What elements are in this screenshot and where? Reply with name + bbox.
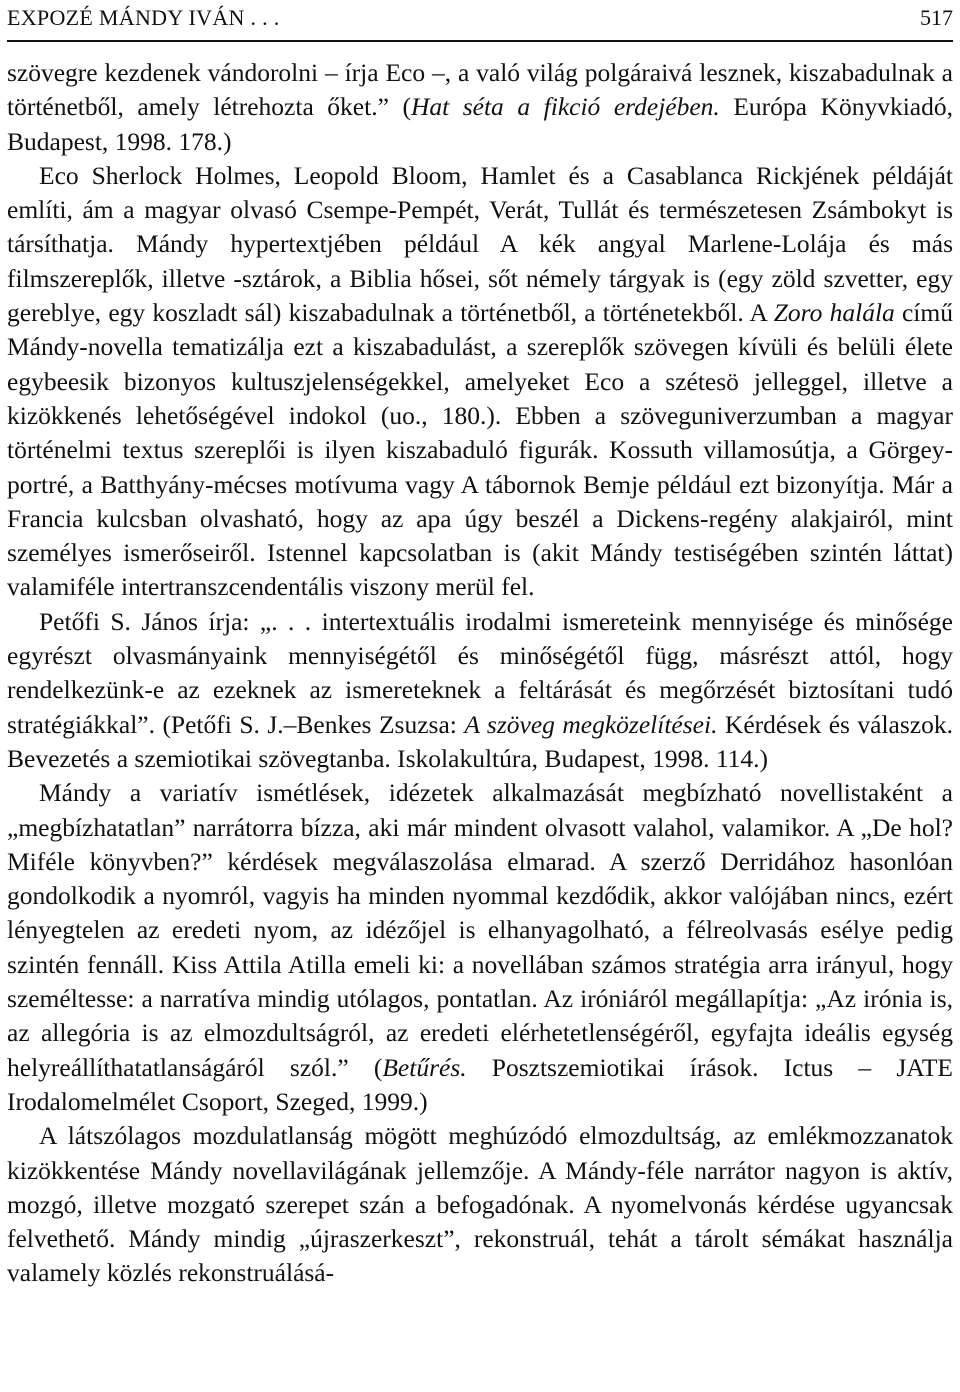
paragraph xyxy=(7,159,953,605)
paragraph xyxy=(7,1119,953,1290)
italic-title: A szöveg megközelítései. xyxy=(464,709,718,739)
text-run: Európa Könyvkiadó, Budapest, 1998. 178.) xyxy=(7,92,953,156)
italic-title: Betűrés. xyxy=(382,1052,467,1082)
paragraph xyxy=(7,56,953,159)
text-run: Mándy a variatív ismétlések, idézetek alkalmazását megbízható novellistaként a „megbízhatatlan” narrátorra bízza, aki már mindent olvasott valahol, valamikor. A „De hol? Miféle könyvben?” kérdések megválaszolása elmarad. A szerző Derridához hasonlóan gondolkodik a nyomról, vagyis ha minden nyommal kezdődik, akkor valójában nincs, ezért lényegtelen az eredeti nyom, az idézőjel is elhanyagolható, a félreolvasás esélye pedig szintén fennáll. Kiss Attila Atilla emeli ki: a novellában számos stratégia arra irányul, hogy személtesse: a narratíva mindig utólagos, pontatlan. Az iróniáról megállapítja: „Az irónia is, az allegória is az elmozdultságról, az eredeti elérhetetlenségéről, egyfajta ideális egység helyreállíthatatlanságáról szól.” ( xyxy=(7,778,953,1082)
text-run: A látszólagos mozdulatlanság mögött meghúzódó elmozdultság, az emlékmozzanatok kizökkentése Mándy novellavilágának jellemzője. A Mándy-féle narrátor nagyon is aktív, mozgó, illetve mozgató szerepet szán a befogadónak. A nyomelvonás kérdése ugyancsak felvethető. Mándy mindig „újraszerkeszt”, rekonstruál, tehát a tárolt sémákat használja valamely közlés rekonstruálásá- xyxy=(7,1121,953,1288)
text-run: szövegre kezdenek vándorolni – írja Eco –, a való világ polgáraivá lesznek, kiszabadulnak a történetből, amely létrehozta őket.” ( xyxy=(7,58,953,122)
text-run: című Mándy-novella tematizálja ezt a kiszabadulást, a szereplők szövegen kívüli és belüli élete egybeesik bizonyos kultuszjelenségekkel, amelyeket Eco a szétesö jelleggel, illetve a kizökkenés lehetőségével indokol (uo., 180.). Ebben a szöveguniverzumban a magyar történelmi textus szereplői is ilyen kiszabaduló figurák. Kossuth villamosútja, a Görgey-portré, a Batthyány-mécses motívuma vagy A tábornok Bemje például ezt bizonyítja. Már a Francia kulcsban olvasható, hogy az apa úgy beszél a Dickens-regény alakjairól, mint személyes ismerőseiről. Istennel kapcsolatban is (akit Mándy testiségében szintén láttat) valamiféle intertranszcendentális viszony merül fel. xyxy=(7,298,953,602)
body-text xyxy=(7,56,953,1291)
text-run: Petőfi S. János írja: „. . . intertextuális irodalmi ismereteink mennyisége és minősége egyrészt olvasmányaink mennyiségétől és minőségétől függ, másrészt attól, hogy rendelkezünk-e az ezeknek az ismereteknek a feltárását és megőrzését biztosítani tudó stratégiákkal”. (Petőfi S. J.–Benkes Zsuzsa: xyxy=(7,606,953,739)
italic-title: Zoro halála xyxy=(773,298,895,328)
page xyxy=(7,0,953,1291)
text-run: Eco Sherlock Holmes, Leopold Bloom, Hamlet és a Casablanca Rickjének példáját említi, ám a magyar olvasó Csempe-Pempét, Verát, Tullát és természetesen Zsámbokyt is társíthatja. Mándy hypertextjében például A kék angyal Marlene-Lolája és más filmszereplők, illetve -sztárok, a Biblia hősei, sőt némely tárgyak is (egy zöld szvetter, egy gereblye, egy koszladt sál) kiszabadulnak a történetből, a történetekből. A xyxy=(7,160,953,328)
running-head-title: EXPOZÉ MÁNDY IVÁN . . . xyxy=(7,5,280,30)
italic-title: Hat séta a fikció erdejében. xyxy=(410,92,720,122)
page-number: 517 xyxy=(920,5,953,30)
text-run: Posztszemiotikai írások. Ictus – JATE Irodalomelmélet Csoport, Szeged, 1999.) xyxy=(7,1052,953,1116)
text-run: Kérdések és válaszok. Bevezetés a szemiotikai szövegtanba. Iskolakultúra, Budapest, 1998. 114.) xyxy=(7,709,953,773)
paragraph xyxy=(7,776,953,1119)
paragraph xyxy=(7,605,953,776)
running-head xyxy=(7,0,953,42)
